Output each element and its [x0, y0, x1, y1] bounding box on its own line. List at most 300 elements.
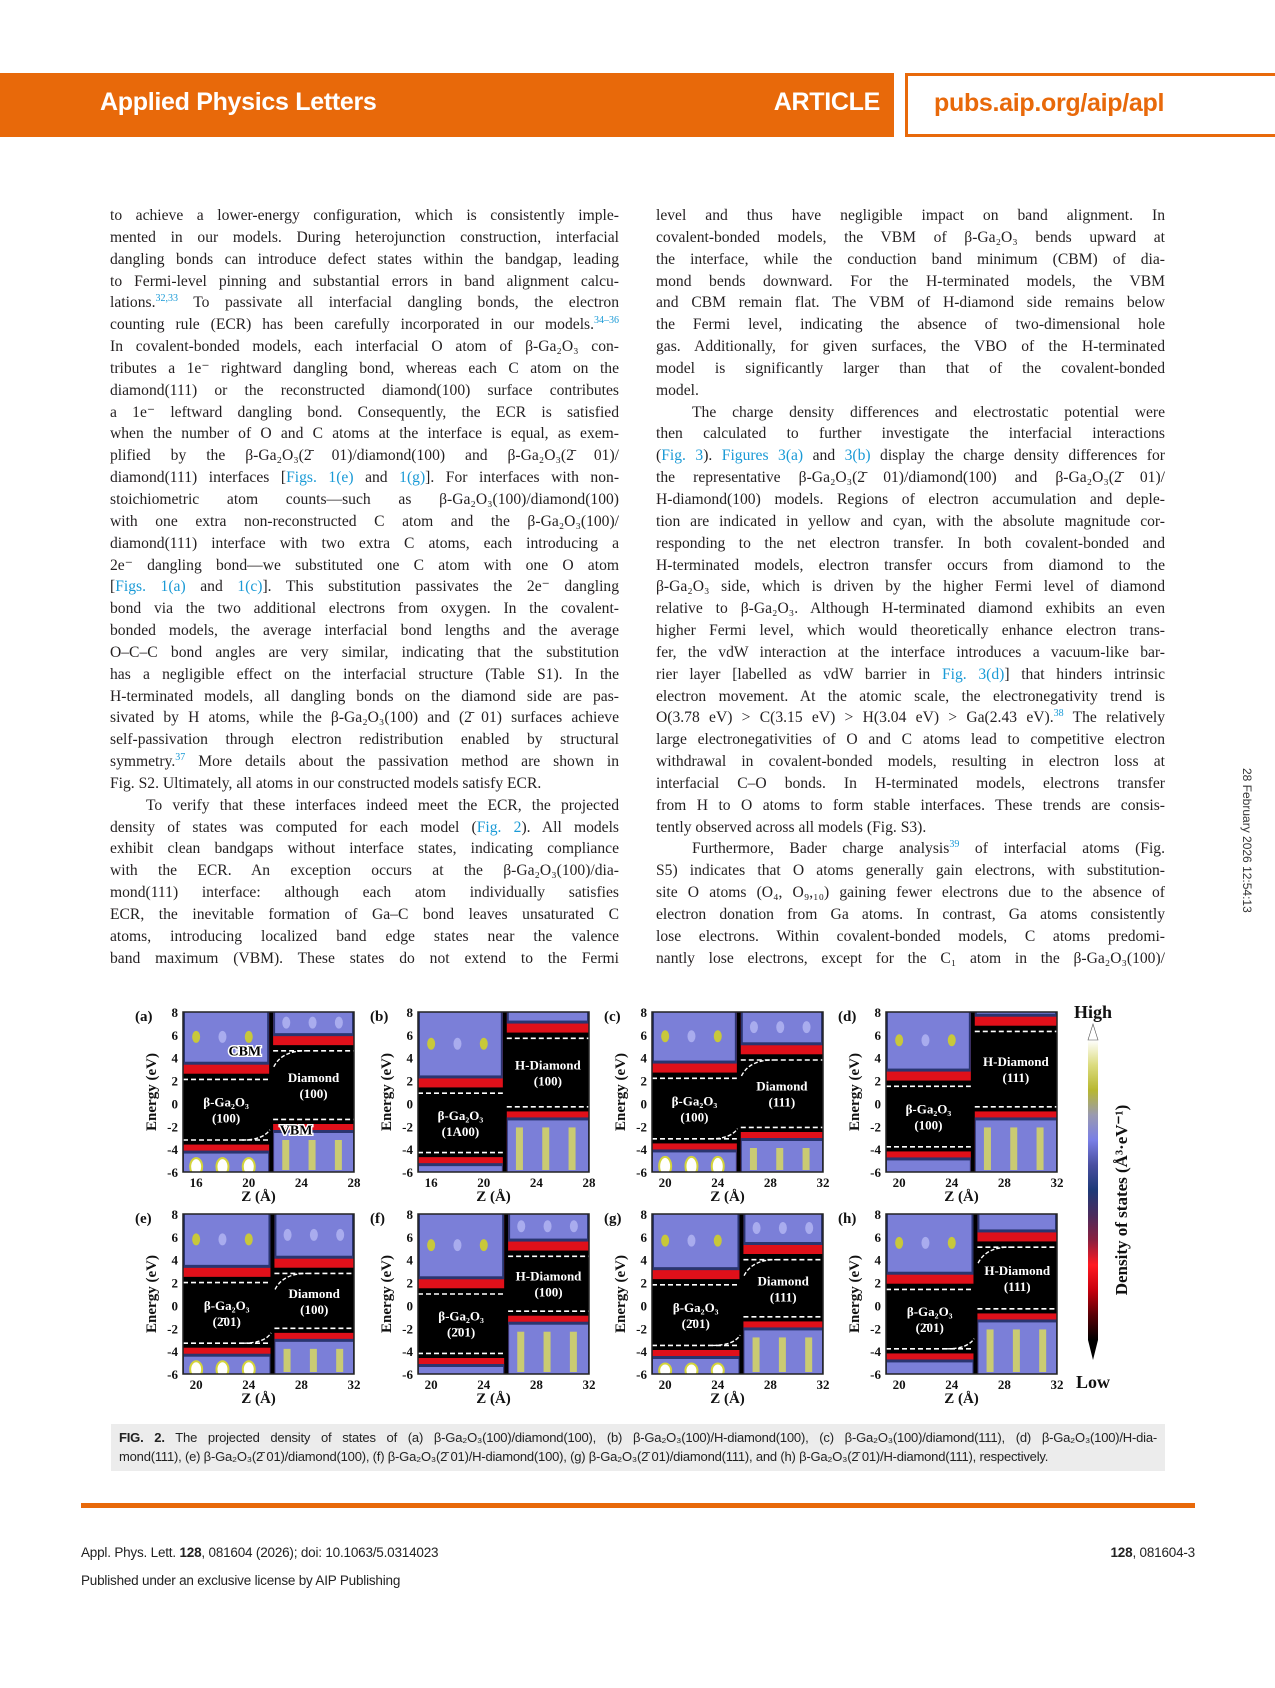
x-tick-label: 20: [892, 1175, 906, 1190]
dos-hotspot: [516, 1127, 523, 1170]
page-number: [1111, 1545, 1196, 1560]
text-line: the Fermi level, indicating the absence of two-dimensional hole: [656, 316, 1165, 334]
dos-hotspot: [776, 1148, 783, 1170]
text-line: symmetry.$^{37}$ More details about the passivation method are shown in: [110, 752, 619, 771]
y-tick-label: -6: [870, 1165, 881, 1180]
dos-hotspot: [687, 1235, 695, 1247]
y-tick-label: -6: [167, 1165, 178, 1180]
material-label: H-Diamond: [515, 1268, 582, 1284]
y-tick-label: 8: [640, 1005, 647, 1020]
dos-hotspot: [1039, 1329, 1046, 1372]
colorbar-max-arrow: [1088, 1024, 1098, 1040]
y-tick-label: -4: [636, 1142, 647, 1158]
x-tick-label: 28: [347, 1175, 361, 1190]
dos-hotspot: [948, 1237, 956, 1249]
y-tick-label: -2: [870, 1119, 881, 1135]
material-label: (100): [533, 1073, 562, 1089]
y-axis-title: Energy (eV): [379, 1255, 395, 1333]
text-line: exhibit clean bandgaps without interface states, indicating compliance: [110, 840, 619, 858]
dos-hotspot: [517, 1332, 524, 1372]
text-line: to Fermi-level pinning and substantial errors in band alignment calcu-: [110, 272, 619, 290]
text-line: rier layer [labelled as vdW barrier in Fig. 3(d)] that hinders intrinsic: [656, 665, 1166, 683]
heatmap: [652, 1214, 823, 1383]
pdos-panel-f: [370, 1207, 596, 1407]
y-tick-label: -4: [402, 1142, 413, 1158]
dos-hotspot: [216, 1158, 228, 1175]
dos-hotspot: [218, 1233, 226, 1245]
x-tick-label: 28: [763, 1377, 777, 1392]
x-tick-label: 20: [242, 1175, 256, 1190]
pdos-panel-a: [135, 1005, 361, 1205]
colorbar-high-label: High: [1073, 1002, 1113, 1022]
caption-line: [119, 1428, 1157, 1447]
x-tick-label: 24: [711, 1377, 725, 1392]
dos-hotspot: [284, 1229, 292, 1241]
text-line: covalent-bonded models, the VBM of β-Ga₂O₃ bends upward at: [656, 228, 1165, 246]
conduction-states: [509, 1012, 587, 1021]
material-label: (111): [1002, 1070, 1030, 1086]
y-tick-label: 4: [640, 1252, 647, 1268]
dos-hotspot: [895, 1237, 903, 1249]
text-line: electron movement. At the atomic scale, the electronegativity trend is: [656, 687, 1165, 705]
pdos-panel-b: [370, 1005, 596, 1205]
journal-url-box: [905, 73, 1275, 137]
material-label: (100): [914, 1117, 943, 1133]
panel-letter: (h): [838, 1211, 857, 1227]
material-label: (2̄01): [915, 1320, 944, 1336]
dos-hotspot: [544, 1220, 552, 1232]
text-line: self-passivation through electron redistribution enabled by structural: [110, 731, 619, 749]
material-label: H-Diamond: [983, 1054, 1049, 1070]
y-tick-label: 6: [874, 1027, 881, 1043]
y-tick-label: 4: [406, 1050, 413, 1066]
citation-reference-link[interactable]: 37: [175, 752, 186, 764]
material-label: β-Ga₂O₃: [203, 1094, 249, 1110]
y-axis-title: Energy (eV): [613, 1053, 629, 1131]
text-line: tently observed across all models (Fig. S3).: [656, 818, 927, 836]
body-column-left: [110, 205, 619, 970]
text-line: mented in our models. During heterojunction construction, interfacial: [110, 228, 619, 246]
text-line: fer, the vdW interaction at the interface introduces a vacuum-like bar-: [656, 643, 1165, 661]
heatmap: [886, 1214, 1057, 1383]
figure-reference-link[interactable]: 1(g): [399, 469, 426, 487]
y-axis-title: Energy (eV): [847, 1053, 863, 1131]
x-tick-label: 20: [189, 1377, 203, 1392]
x-tick-label: 28: [997, 1377, 1011, 1392]
panel-letter: (c): [604, 1009, 621, 1025]
text-line: H-terminated models, all dangling bonds on the diamond side are pas-: [110, 687, 619, 705]
text-line: bond via the two additional electrons from oxygen. In the covalent-: [110, 600, 619, 618]
figure-reference-link[interactable]: 1(c): [237, 578, 263, 596]
heatmap: [418, 1012, 589, 1181]
dos-hotspot: [570, 1220, 578, 1232]
text-line: the representative β-Ga₂O₃(2̄ 01)/diamond(100) and β-Ga₂O₃(2̄ 01)/: [656, 469, 1165, 487]
text-line: large electronegativities of O and C atoms lead to competitive electron: [656, 731, 1165, 749]
dos-hotspot: [984, 1127, 991, 1170]
text-line: mond(111) interface: although each atom individually satisfies: [110, 884, 619, 902]
x-tick-label: 24: [711, 1175, 725, 1190]
panel-letter: (b): [370, 1009, 389, 1025]
dos-hotspot: [714, 1030, 722, 1042]
text-line: model.: [656, 381, 699, 399]
figure-reference-link[interactable]: Figs. 1(a): [115, 578, 186, 596]
citation-doi: , 081604 (2026); doi: 10.1063/5.0314023: [201, 1545, 439, 1560]
material-label: β-Ga₂O₃: [437, 1107, 484, 1123]
material-label: H-Diamond: [515, 1057, 581, 1073]
dos-hotspot: [453, 1038, 461, 1050]
y-tick-label: 2: [640, 1275, 647, 1291]
caption-text: The projected density of states of (a) β-Ga₂O₃(100)/diamond(100), (b) β-Ga₂O₃(100)/H-diamond(100), (c) β-Ga₂O₃(100)/diamond(111), (d) β-Ga₂O₃(100)/H-dia-: [164, 1430, 1157, 1445]
x-tick-label: 28: [763, 1175, 777, 1190]
y-tick-label: -2: [167, 1119, 178, 1135]
panel-letter: (a): [135, 1009, 153, 1025]
colorbar-title: Density of states (Å³·eV⁻¹): [1112, 1104, 1131, 1296]
band-edge-annotation: CBM: [228, 1044, 262, 1060]
y-tick-label: 2: [406, 1073, 413, 1089]
y-axis-title: Energy (eV): [144, 1053, 160, 1131]
text-line: The charge density differences and electrostatic potential were: [692, 403, 1165, 421]
y-tick-label: -4: [636, 1344, 647, 1360]
caption-line: mond(111), (e) β-Ga₂O₃(2̄ 01)/diamond(100), (f) β-Ga₂O₃(2̄ 01)/H-diamond(100), (g) β-Ga₂O₃(2̄ 01)/diamond(111), and (h) β-Ga₂O₃(2̄ 01)/H-diamond(111), respectively.: [119, 1449, 1049, 1464]
text-line: dangling bonds can introduce defect states within the bandgap, leading: [110, 250, 619, 268]
x-axis-title: Z (Å): [944, 1391, 979, 1407]
material-label: β-Ga₂O₃: [906, 1304, 953, 1320]
y-tick-label: -4: [167, 1142, 178, 1158]
x-axis-title: Z (Å): [241, 1189, 276, 1205]
y-tick-label: 4: [406, 1252, 413, 1268]
dos-hotspot: [218, 1031, 226, 1043]
dos-hotspot: [243, 1361, 255, 1377]
dos-hotspot: [659, 1364, 671, 1378]
material-label: β-Ga₂O₃: [672, 1300, 719, 1316]
y-tick-label: 6: [171, 1229, 178, 1245]
pdos-panel-c: [604, 1005, 830, 1205]
panel-letter: (g): [604, 1211, 622, 1227]
material-label: Diamond: [756, 1078, 808, 1094]
y-tick-label: 8: [874, 1207, 881, 1222]
dos-hotspot: [661, 1030, 669, 1042]
material-label: (2̄01): [446, 1324, 476, 1340]
journal-title: Applied Physics Letters: [100, 88, 377, 116]
dos-hotspot: [517, 1220, 525, 1232]
x-tick-label: 32: [347, 1377, 361, 1392]
dos-hotspot: [803, 1021, 811, 1033]
figure-reference-link[interactable]: 3(b): [844, 447, 871, 465]
y-tick-label: -6: [870, 1367, 881, 1382]
band-edge-annotation: VBM: [279, 1123, 313, 1139]
text-line: diamond(111) interfaces [Figs. 1(e) and 1(g)]. For interfaces with non-: [110, 469, 620, 487]
dos-hotspot: [480, 1038, 488, 1050]
dos-hotspot: [192, 1233, 200, 1245]
text-line: withdrawal in covalent-bonded models, resulting in electron loss at: [656, 753, 1165, 771]
dos-hotspot: [687, 1030, 695, 1042]
dos-hotspot: [245, 1233, 253, 1245]
material-label: β-Ga₂O₃: [905, 1101, 952, 1117]
dos-hotspot: [753, 1222, 761, 1234]
y-tick-label: 2: [406, 1275, 413, 1291]
text-line: to achieve a lower-energy configuration, which is consistently imple-: [110, 207, 619, 224]
text-line: has a negligible effect on the interfacial structure (Table S1). In the: [110, 665, 619, 683]
y-tick-label: 2: [640, 1073, 647, 1089]
text-line: diamond(111) interface with two extra C atoms, each introducing a: [110, 534, 619, 552]
citation-prefix: Appl. Phys. Lett.: [81, 1545, 180, 1560]
figure-reference-link[interactable]: Figures 3(a): [721, 447, 804, 465]
x-axis-title: Z (Å): [476, 1391, 511, 1407]
journal-url-link[interactable]: pubs.aip.org/aip/apl: [934, 89, 1165, 117]
dos-hotspot: [310, 1229, 318, 1241]
body-column-right: [656, 205, 1165, 970]
dos-hotspot: [779, 1222, 787, 1234]
dos-hotspot: [309, 1140, 316, 1170]
y-tick-label: 4: [640, 1050, 647, 1066]
dos-hotspot: [921, 1237, 929, 1249]
text-line: gas. Additionally, for given surfaces, the VBO of the H-terminated: [656, 338, 1165, 356]
material-label: (100): [534, 1284, 563, 1300]
y-tick-label: 6: [874, 1229, 881, 1245]
text-line: lations.$^{32,33}$ To passivate all interfacial dangling bonds, the electron: [110, 293, 619, 312]
y-tick-label: 0: [406, 1298, 413, 1314]
text-line: band maximum (VBM). These states do not extend to the Fermi: [110, 949, 619, 967]
text-line: model is significantly larger than that of the covalent-bonded: [656, 359, 1165, 377]
material-label: (2̄01): [681, 1316, 710, 1332]
figure-reference-link[interactable]: Fig. 3(d): [941, 665, 1005, 683]
y-tick-label: -2: [870, 1321, 881, 1337]
y-tick-label: 8: [171, 1005, 178, 1020]
x-axis-title: Z (Å): [710, 1189, 745, 1205]
y-tick-label: 4: [171, 1252, 178, 1268]
x-tick-label: 32: [816, 1377, 830, 1392]
citation-reference-link[interactable]: 38: [1053, 708, 1064, 720]
x-tick-label: 32: [582, 1377, 596, 1392]
text-line: atoms, introducing localized band edge states near the valence: [110, 927, 619, 945]
y-tick-label: 0: [171, 1096, 178, 1112]
text-line: with one extra non-reconstructed C atom and the β-Ga₂O₃(100)/: [110, 512, 619, 530]
x-tick-label: 24: [294, 1175, 308, 1190]
citation-reference-link[interactable]: 32,33: [155, 293, 178, 305]
text-line: density of states was computed for each model (Fig. 2). All models: [110, 818, 619, 836]
y-tick-label: 2: [171, 1275, 178, 1291]
dos-hotspot: [1010, 1127, 1017, 1170]
dos-hotspot: [987, 1329, 994, 1372]
y-tick-label: -4: [870, 1142, 881, 1158]
y-tick-label: 0: [640, 1298, 647, 1314]
citation-line: [81, 1545, 438, 1560]
x-axis-title: Z (Å): [944, 1189, 979, 1205]
x-tick-label: 32: [816, 1175, 830, 1190]
dos-hotspot: [427, 1239, 435, 1251]
x-tick-label: 24: [945, 1175, 959, 1190]
dos-hotspot: [309, 1017, 317, 1029]
text-line: and CBM remain flat. The VBM of H-diamond side remains below: [656, 294, 1165, 312]
pdos-panel-g: [604, 1207, 830, 1407]
text-line: ECR, the inevitable formation of Ga–C bond leaves unsaturated C: [110, 906, 619, 923]
y-axis-title: Energy (eV): [613, 1255, 629, 1333]
dos-hotspot: [712, 1364, 724, 1378]
dos-hotspot: [190, 1158, 202, 1175]
material-label: H-Diamond: [984, 1263, 1051, 1278]
y-tick-label: -4: [167, 1344, 178, 1360]
material-label: (100): [680, 1109, 709, 1125]
dos-hotspot: [805, 1222, 813, 1234]
text-line: from H to O atoms to form stable interfaces. These trends are consis-: [656, 796, 1165, 814]
y-tick-label: 8: [640, 1207, 647, 1222]
x-tick-label: 28: [529, 1377, 543, 1392]
dos-hotspot: [282, 1017, 290, 1029]
text-line: relative to β-Ga₂O₃. Although H-terminated diamond exhibits an even: [656, 600, 1165, 618]
material-label: (100): [299, 1086, 328, 1102]
text-line: Fig. S2. Ultimately, all atoms in our constructed models satisfy ECR.: [110, 774, 542, 792]
text-line: a 1e⁻ leftward dangling bond. Consequently, the ECR is satisfied: [110, 403, 619, 421]
y-tick-label: -6: [402, 1165, 413, 1180]
x-tick-label: 16: [424, 1175, 438, 1190]
text-line: O–C–C bond angles are very similar, indicating that the substitution: [110, 643, 619, 661]
colorbar-low-label: Low: [1075, 1372, 1111, 1392]
text-line: counting rule (ECR) has been carefully incorporated in our models.$^{34-36}$: [110, 315, 619, 334]
y-tick-label: 6: [406, 1027, 413, 1043]
material-label: β-Ga₂O₃: [203, 1297, 250, 1313]
figure-reference-link[interactable]: Fig. 3: [661, 447, 704, 465]
dos-hotspot: [544, 1332, 551, 1372]
y-tick-label: 4: [874, 1252, 881, 1268]
material-label: (2̄01): [212, 1313, 241, 1329]
dos-hotspot: [284, 1349, 291, 1372]
y-axis-title: Energy (eV): [379, 1053, 395, 1131]
y-axis-title: Energy (eV): [144, 1255, 160, 1333]
dos-hotspot: [335, 1140, 342, 1170]
y-tick-label: -6: [636, 1367, 647, 1382]
y-tick-label: -6: [636, 1165, 647, 1180]
figure-caption: [111, 1424, 1165, 1471]
y-tick-label: 0: [640, 1096, 647, 1112]
dos-hotspot: [750, 1021, 758, 1033]
dos-hotspot: [685, 1364, 697, 1378]
text-line: 2e⁻ dangling bond—we substituted one C atom with one O atom: [110, 556, 619, 574]
text-line: tion are indicated in yellow and cyan, with the absolute magnitude cor-: [656, 512, 1165, 530]
y-tick-label: 8: [406, 1005, 413, 1020]
text-line: then calculated to further investigate the interfacial interactions: [656, 425, 1165, 443]
dos-hotspot: [750, 1148, 757, 1170]
y-tick-label: 8: [874, 1005, 881, 1020]
text-line: plified by the β-Ga₂O₃(2̄ 01)/diamond(100) and β-Ga₂O₃(2̄ 01)/: [110, 447, 619, 465]
text-line: stoichiometric atom counts—such as β-Ga₂O₃(100)/diamond(100): [110, 490, 619, 508]
figure-reference-link[interactable]: Fig. 2: [476, 818, 522, 836]
dos-hotspot: [427, 1038, 435, 1050]
y-tick-label: 0: [171, 1298, 178, 1314]
text-line: O(3.78 eV) > C(3.15 eV) > H(3.04 eV) > Ga(2.43 eV).$^{38}$ The relatively: [656, 708, 1165, 727]
text-line: In covalent-bonded models, each interfacial O atom of β-Ga₂O₃ con-: [110, 338, 619, 356]
material-label: Diamond: [287, 1070, 340, 1086]
download-timestamp: 28 February 2026 12:54:13: [1240, 768, 1254, 913]
y-tick-label: -2: [636, 1321, 647, 1337]
dos-hotspot: [282, 1140, 289, 1170]
dos-hotspot: [216, 1361, 228, 1377]
x-tick-label: 32: [1050, 1377, 1064, 1392]
text-line: interfacial C–O bonds. In H-terminated models, electrons transfer: [656, 774, 1165, 792]
figure-reference-link[interactable]: Figs. 1(e): [286, 469, 354, 487]
dos-hotspot: [569, 1127, 576, 1170]
text-line: To verify that these interfaces indeed meet the ECR, the projected: [146, 796, 619, 814]
material-label: (111): [1003, 1279, 1031, 1294]
text-line: when the number of O and C atoms at the interface is equal, as exem-: [110, 425, 619, 443]
text-line: higher Fermi level, which would theoretically enhance electron trans-: [656, 622, 1165, 640]
dos-hotspot: [336, 1229, 344, 1241]
y-tick-label: 4: [171, 1050, 178, 1066]
x-tick-label: 28: [582, 1175, 596, 1190]
material-label: Diamond: [757, 1273, 809, 1289]
material-label: (100): [211, 1110, 241, 1126]
text-line: with the ECR. An exception occurs at the β-Ga₂O₃(100)/dia-: [110, 862, 619, 880]
text-line: the interface, while the conduction band minimum (CBM) of dia-: [656, 250, 1165, 268]
page-volume: 128: [1110, 1545, 1133, 1560]
pdos-panel-d: [838, 1005, 1064, 1205]
heatmap: [418, 1214, 589, 1383]
dos-hotspot: [310, 1349, 317, 1372]
dos-hotspot: [779, 1337, 786, 1372]
x-tick-label: 20: [658, 1377, 672, 1392]
citation-reference-link[interactable]: 39: [949, 839, 960, 851]
figure-2-pdos-panels: [0, 990, 1275, 1420]
material-label: Diamond: [288, 1285, 340, 1301]
material-label: β-Ga₂O₃: [671, 1093, 718, 1109]
caption-label: FIG. 2.: [119, 1430, 165, 1445]
text-line: diamond(111) or the reconstructed diamond(100) surface contributes: [110, 381, 619, 399]
x-tick-label: 24: [945, 1377, 959, 1392]
text-line: responding to the net electron transfer. In both covalent-bonded and: [656, 534, 1165, 552]
text-line: S5) indicates that O atoms generally gain electrons, with substitution-: [656, 862, 1165, 880]
text-line: level and thus have negligible impact on band alignment. In: [656, 207, 1165, 224]
pdos-panel-h: [838, 1207, 1064, 1407]
x-tick-label: 28: [997, 1175, 1011, 1190]
dos-hotspot: [661, 1235, 669, 1247]
dos-hotspot: [336, 1349, 343, 1372]
dos-hotspot: [921, 1034, 929, 1046]
y-tick-label: 6: [640, 1027, 647, 1043]
y-tick-label: 6: [171, 1027, 178, 1043]
panel-letter: (f): [370, 1211, 385, 1227]
dos-hotspot: [190, 1361, 202, 1377]
text-line: lose electrons. Within covalent-bonded models, C atoms predomi-: [656, 927, 1165, 945]
y-tick-label: 2: [171, 1073, 178, 1089]
dos-hotspot: [570, 1332, 577, 1372]
text-line: nantly lose electrons, except for the C₁ atom in the β-Ga₂O₃(100)/: [656, 949, 1165, 967]
y-tick-label: -2: [167, 1321, 178, 1337]
y-tick-label: 6: [640, 1229, 647, 1245]
text-line: [Figs. 1(a) and 1(c)]. This substitution passivates the 2e⁻ dangling: [110, 578, 619, 596]
x-axis-title: Z (Å): [476, 1189, 511, 1205]
heatmap: [886, 1012, 1057, 1181]
text-line: mond bends downward. For the H-terminated models, the VBM: [656, 272, 1165, 290]
dos-hotspot: [776, 1021, 784, 1033]
x-tick-label: 24: [529, 1175, 543, 1190]
dos-hotspot: [1013, 1329, 1020, 1372]
page-id: , 081604-3: [1132, 1545, 1195, 1560]
text-line: electron donation from Ga atoms. In contrast, Ga atoms consistently: [656, 906, 1165, 923]
dos-hotspot: [1037, 1127, 1044, 1170]
panel-letter: (e): [135, 1211, 152, 1227]
dos-hotspot: [753, 1337, 760, 1372]
dos-hotspot: [245, 1031, 253, 1043]
citation-reference-link[interactable]: 34–36: [594, 315, 619, 327]
x-tick-label: 24: [477, 1377, 491, 1392]
material-label: β-Ga₂O₃: [438, 1308, 484, 1324]
y-tick-label: 0: [874, 1298, 881, 1314]
x-tick-label: 20: [658, 1175, 672, 1190]
dos-hotspot: [542, 1127, 549, 1170]
colorbar: [1074, 1002, 1131, 1392]
y-tick-label: 0: [406, 1096, 413, 1112]
x-axis-title: Z (Å): [241, 1391, 276, 1407]
colorbar-scale: [1088, 1040, 1098, 1340]
